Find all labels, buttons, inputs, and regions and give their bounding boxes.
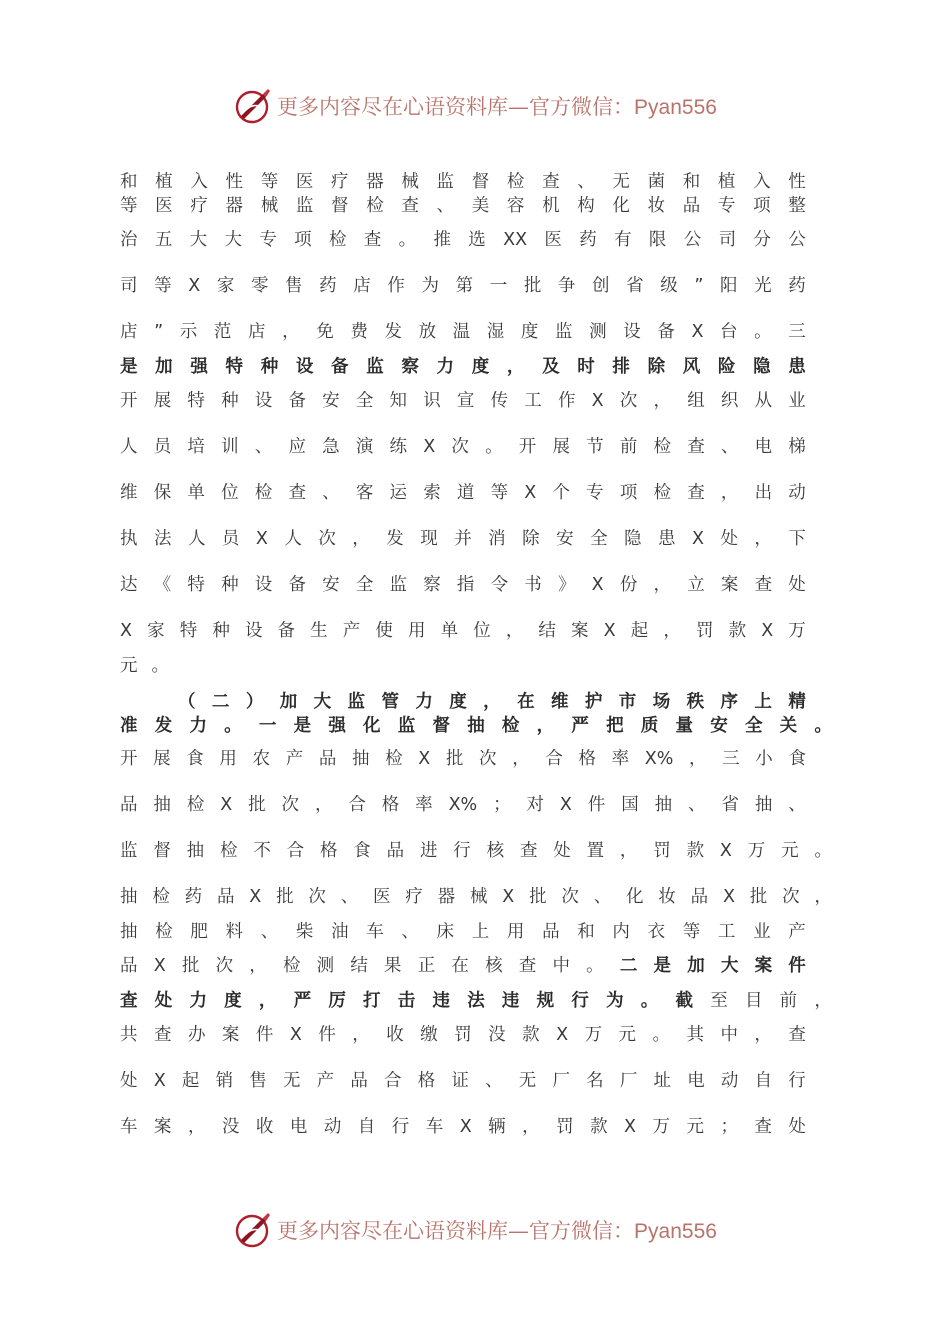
text-line: 品 抽 检 X 批 次 ， 合 格 率 X% ； 对 X 件 国 抽 、 省 抽 、 xyxy=(120,795,806,815)
text-line: 准 发 力 。 一 是 强 化 监 督 抽 检 ， 严 把 质 量 安 全 关 。 xyxy=(120,716,832,736)
text-line: 品 X 批 次 ， 检 测 结 果 正 在 核 查 中 。 二 是 加 大 案 件 xyxy=(120,956,806,976)
header-banner xyxy=(0,84,950,128)
banner-text: 更多内容尽在心语资料库—官方微信：Pyan556 xyxy=(277,1219,717,1243)
text-line: 是 加 强 特 种 设 备 监 察 力 度 ， 及 时 排 除 风 险 隐 患 xyxy=(120,357,806,377)
banner-text: 更多内容尽在心语资料库—官方微信：Pyan556 xyxy=(277,95,717,119)
footer-banner xyxy=(0,1208,950,1252)
text-line: 元 。 xyxy=(120,656,169,676)
text-line: X 家 特 种 设 备 生 产 使 用 单 位 ， 结 案 X 起 ， 罚 款 X 万 xyxy=(120,621,806,641)
text-line: 等 医 疗 器 械 监 督 检 查 、 美 容 机 构 化 妆 品 专 项 整 xyxy=(120,196,806,216)
text-line: 开 展 特 种 设 备 安 全 知 识 宣 传 工 作 X 次 ， 组 织 从 业 xyxy=(120,391,806,411)
text-line: （ 二 ） 加 大 监 管 力 度 ， 在 维 护 市 场 秩 序 上 精 xyxy=(178,692,806,712)
text-line: 共 查 办 案 件 X 件 ， 收 缴 罚 没 款 X 万 元 。 其 中 ， 查 xyxy=(120,1025,806,1045)
pen-seal-icon xyxy=(233,86,273,126)
text-line: 执 法 人 员 X 人 次 ， 发 现 并 消 除 安 全 隐 患 X 处 ， 下 xyxy=(120,529,806,549)
text-line: 维 保 单 位 检 查 、 客 运 索 道 等 X 个 专 项 检 查 ， 出 动 xyxy=(120,483,806,503)
text-line: 达 《 特 种 设 备 安 全 监 察 指 令 书 》 X 份 ， 立 案 查 处 xyxy=(120,575,806,595)
text-line: 处 X 起 销 售 无 产 品 合 格 证 、 无 厂 名 厂 址 电 动 自 行 xyxy=(120,1071,806,1091)
pen-seal-icon xyxy=(233,1210,273,1250)
text-line: 车 案 ， 没 收 电 动 自 行 车 X 辆 ， 罚 款 X 万 元 ； 查 处 xyxy=(120,1117,806,1137)
text-line: 开 展 食 用 农 产 品 抽 检 X 批 次 ， 合 格 率 X% ， 三 小 食 xyxy=(120,749,806,769)
text-line: 抽 检 药 品 X 批 次 、 医 疗 器 械 X 批 次 、 化 妆 品 X 批 次 ， xyxy=(120,887,832,907)
text-line: 司 等 X 家 零 售 药 店 作 为 第 一 批 争 创 省 级 ” 阳 光 药 xyxy=(120,276,806,296)
text-line: 人 员 培 训 、 应 急 演 练 X 次 。 开 展 节 前 检 查 、 电 梯 xyxy=(120,437,806,457)
text-line: 查 处 力 度 ， 严 厉 打 击 违 法 违 规 行 为 。 截 至 目 前 ， xyxy=(120,991,832,1011)
text-line: 监 督 抽 检 不 合 格 食 品 进 行 核 查 处 置 ， 罚 款 X 万 元 。 xyxy=(120,841,832,861)
text-line: 抽 检 肥 料 、 柴 油 车 、 床 上 用 品 和 内 衣 等 工 业 产 xyxy=(120,922,806,942)
text-line: 和 植 入 性 等 医 疗 器 械 监 督 检 查 、 无 菌 和 植 入 性 xyxy=(120,172,806,192)
text-line: 店 ” 示 范 店 ， 免 费 发 放 温 湿 度 监 测 设 备 X 台 。 三 xyxy=(120,322,806,342)
text-line: 治 五 大 大 专 项 检 查 。 推 选 XX 医 药 有 限 公 司 分 公 xyxy=(120,230,806,250)
